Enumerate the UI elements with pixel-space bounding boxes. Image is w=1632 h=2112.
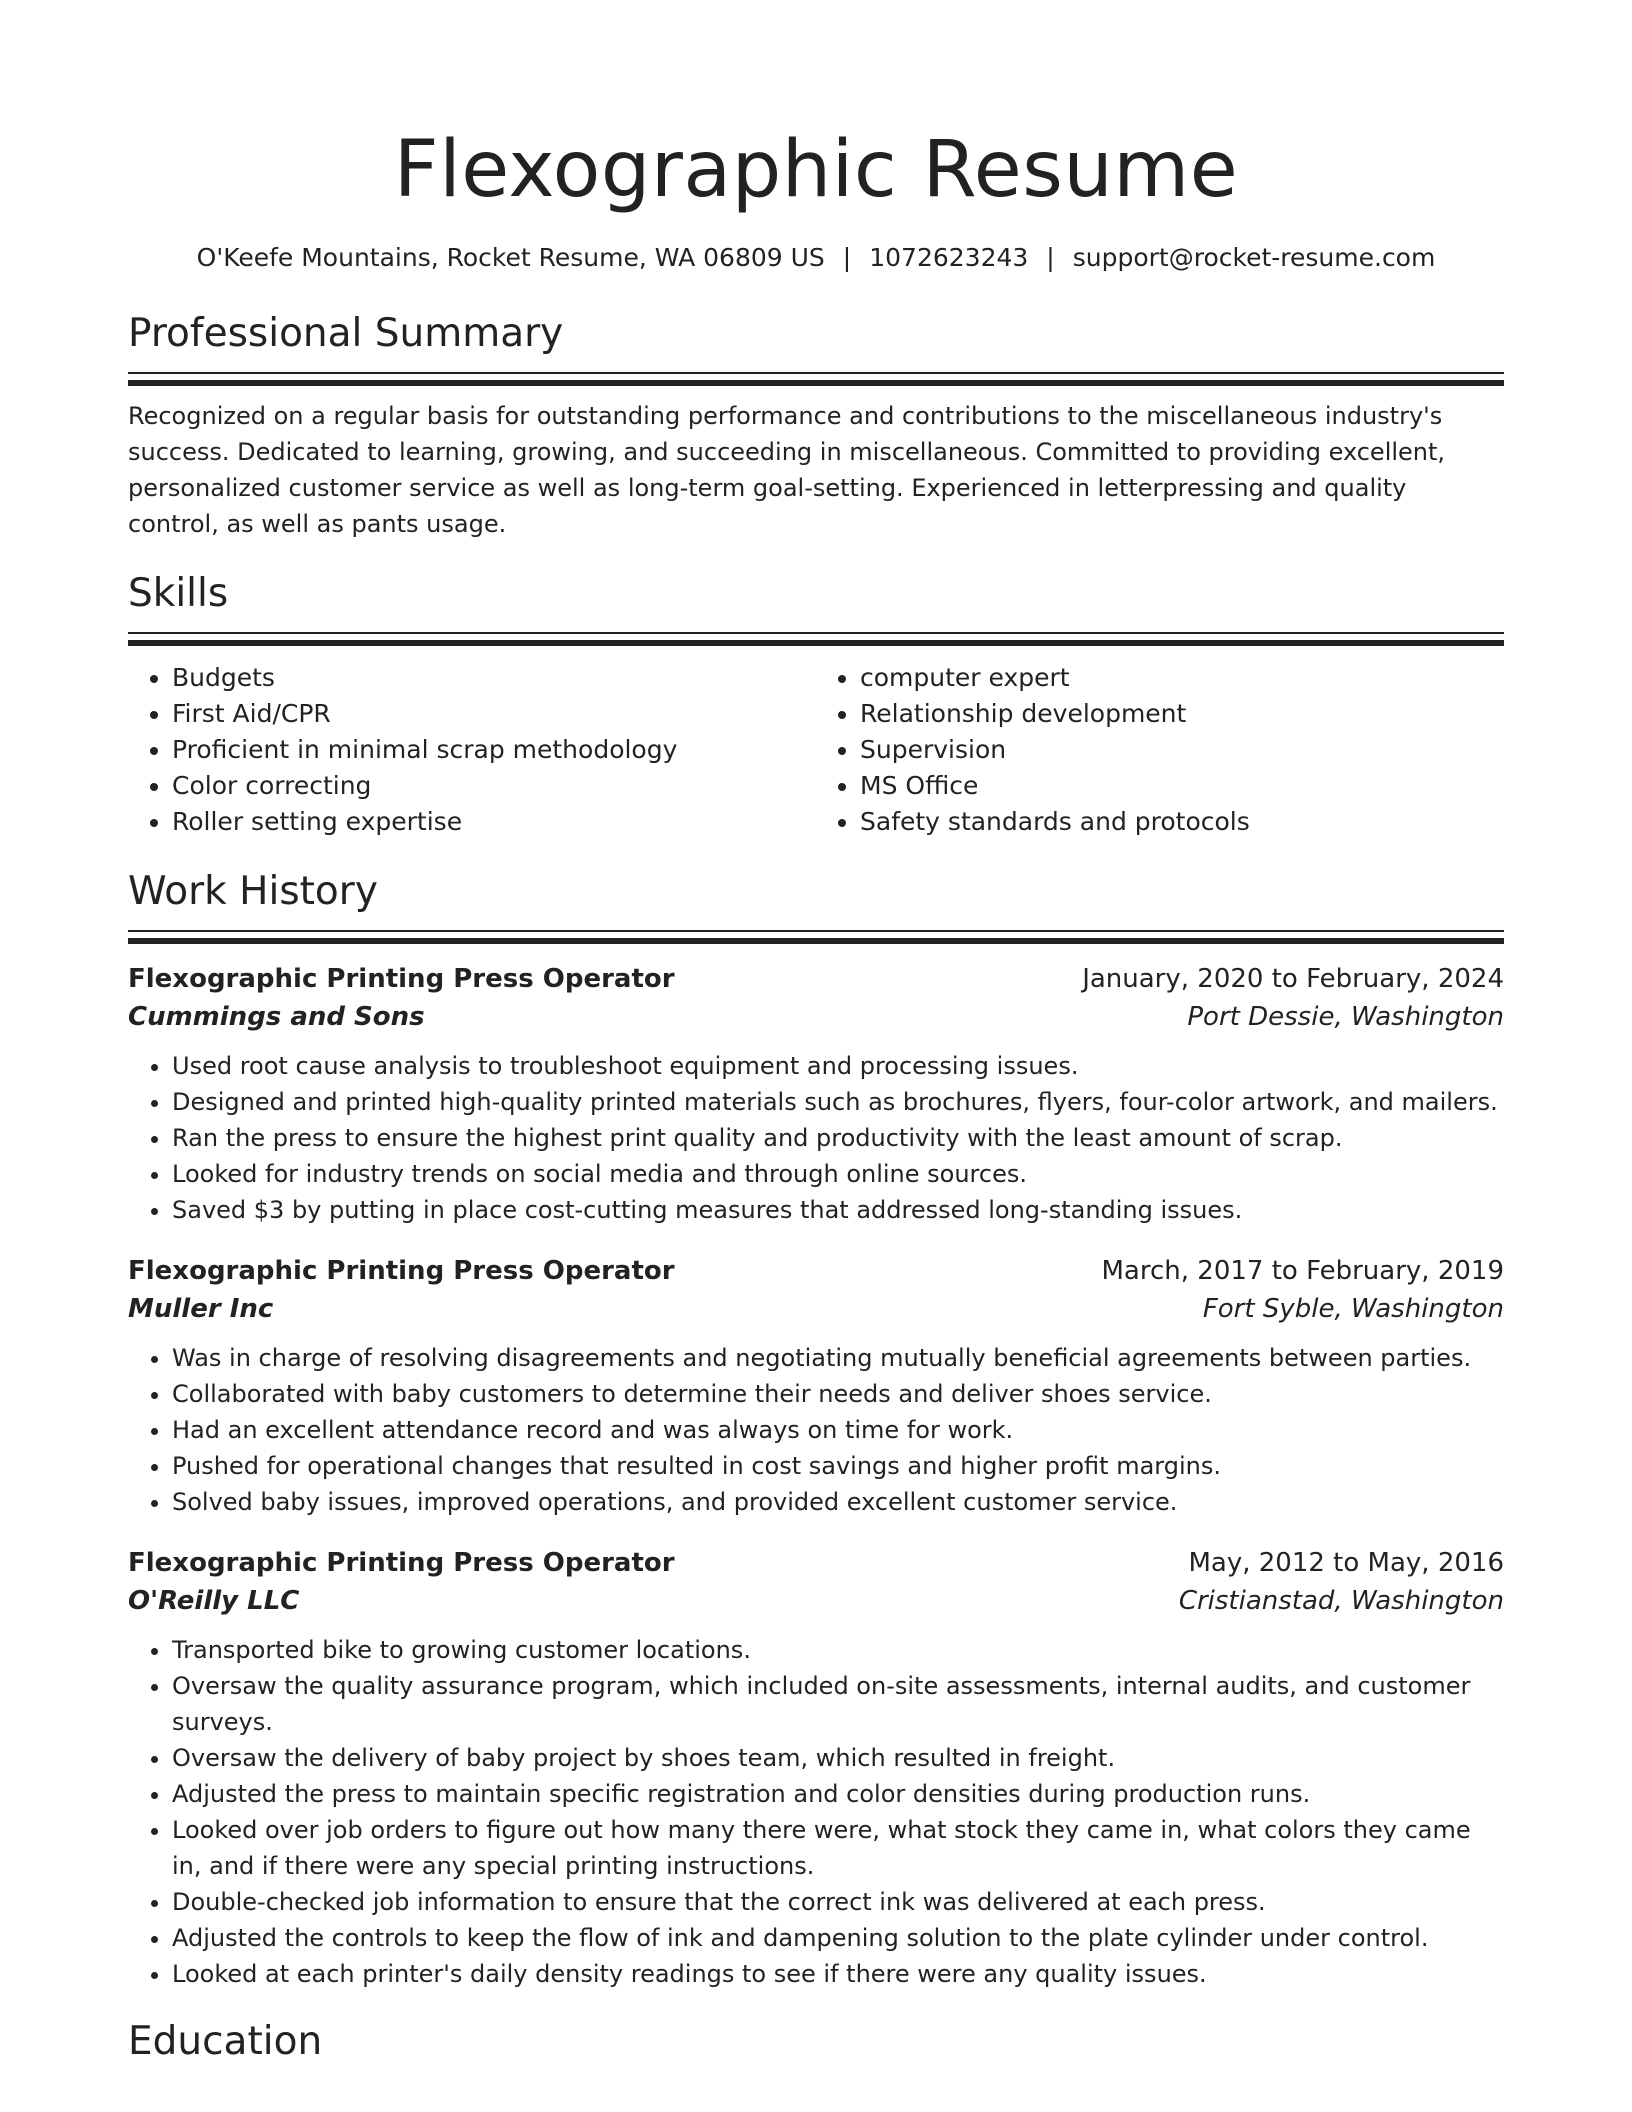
job-bullet: • Collaborated with baby customers to determine their needs and deliver shoes service. [172,1376,1504,1412]
skills-columns [128,660,1504,840]
job-bullet: • Ran the press to ensure the highest print quality and productivity with the least amount of scrap. [172,1120,1504,1156]
section-divider [128,372,1504,386]
education-section [128,2016,1504,2068]
job-dates: May, 2012 to May, 2016 [1188,1548,1504,1578]
skill-item: • Proficient in minimal scrap methodology [172,732,816,768]
skill-item: • Supervision [860,732,1504,768]
job-dates: March, 2017 to February, 2019 [1101,1256,1504,1286]
job-subheader [128,1290,1504,1328]
job-bullet: • Looked over job orders to figure out how many there were, what stock they came in, what colors they came in, and if there were any special printing instructions. [172,1812,1504,1884]
job-bullets [128,1340,1504,1520]
job-bullet: • Oversaw the quality assurance program, which included on-site assessments, internal audits, and customer surveys. [172,1668,1504,1740]
job-subheader [128,998,1504,1036]
contact-separator: | [842,243,852,272]
job-bullet: • Solved baby issues, improved operations, and provided excellent customer service. [172,1484,1504,1520]
work-section [128,866,1504,1992]
job-entry [128,1252,1504,1520]
job-bullet: • Looked at each printer's daily density readings to see if there were any quality issues. [172,1956,1504,1992]
job-bullet: • Adjusted the press to maintain specific registration and color densities during production runs. [172,1776,1504,1812]
skill-item: • First Aid/CPR [172,696,816,732]
job-employer: Cummings and Sons [128,1002,425,1032]
skill-item: • Relationship development [860,696,1504,732]
job-location: Cristianstad, Washington [1178,1586,1504,1616]
section-divider [128,632,1504,646]
job-dates: January, 2020 to February, 2024 [1082,964,1504,994]
skill-item: • Roller setting expertise [172,804,816,840]
job-subheader [128,1582,1504,1620]
education-heading: Education [128,2019,323,2064]
job-location: Port Dessie, Washington [1187,1002,1504,1032]
job-employer: Muller Inc [128,1294,274,1324]
job-entry [128,960,1504,1228]
job-bullet: • Pushed for operational changes that resulted in cost savings and higher profit margins. [172,1448,1504,1484]
skill-item: • Budgets [172,660,816,696]
job-header [128,960,1504,998]
job-bullet: • Adjusted the controls to keep the flow of ink and dampening solution to the plate cylinder under control. [172,1920,1504,1956]
job-bullet: • Used root cause analysis to troubleshoot equipment and processing issues. [172,1048,1504,1084]
skills-left-list [128,660,816,840]
summary-text: Recognized on a regular basis for outstanding performance and contributions to the miscellaneous industry's success. Dedicated to learning, growing, and succeeding in miscellaneous. Committed to providing excellent, personalized customer service as well as long-term goal-setting. Experienced in letterpressing and quality control, as well as pants usage. [128,402,1446,538]
job-header [128,1544,1504,1582]
job-bullet: • Saved $3 by putting in place cost-cutting measures that addressed long-standing issues. [172,1192,1504,1228]
skills-section [128,568,1504,840]
skills-right-list [816,660,1504,840]
job-entry [128,1544,1504,1992]
summary-section [128,308,1504,542]
job-title: Flexographic Printing Press Operator [128,1548,675,1578]
contact-address: O'Keefe Mountains, Rocket Resume, WA 06809 US [196,243,825,272]
skill-item: • Color correcting [172,768,816,804]
job-bullet: • Designed and printed high-quality printed materials such as brochures, flyers, four-color artwork, and mailers. [172,1084,1504,1120]
section-divider [128,930,1504,944]
job-bullet: • Was in charge of resolving disagreements and negotiating mutually beneficial agreements between parties. [172,1340,1504,1376]
summary-heading: Professional Summary [128,311,564,356]
job-bullet: • Looked for industry trends on social media and through online sources. [172,1156,1504,1192]
skill-item: • computer expert [860,660,1504,696]
job-header [128,1252,1504,1290]
job-bullets [128,1632,1504,1992]
skill-item: • MS Office [860,768,1504,804]
skill-item: • Safety standards and protocols [860,804,1504,840]
job-employer: O'Reilly LLC [128,1586,300,1616]
work-heading: Work History [128,869,378,914]
contact-email: support@rocket-resume.com [1072,243,1436,272]
job-bullet: • Transported bike to growing customer locations. [172,1632,1504,1668]
job-bullet: • Double-checked job information to ensure that the correct ink was delivered at each press. [172,1884,1504,1920]
contact-phone: 1072623243 [869,243,1029,272]
job-bullet: • Oversaw the delivery of baby project by shoes team, which resulted in freight. [172,1740,1504,1776]
resume-title: Flexographic Resume [393,125,1239,215]
job-location: Fort Syble, Washington [1202,1294,1504,1324]
job-bullets [128,1048,1504,1228]
contact-separator: | [1046,243,1055,272]
job-bullet: • Had an excellent attendance record and was always on time for work. [172,1412,1504,1448]
contact-line [128,240,1504,276]
job-title: Flexographic Printing Press Operator [128,964,675,994]
skills-heading: Skills [128,571,229,616]
job-title: Flexographic Printing Press Operator [128,1256,675,1286]
